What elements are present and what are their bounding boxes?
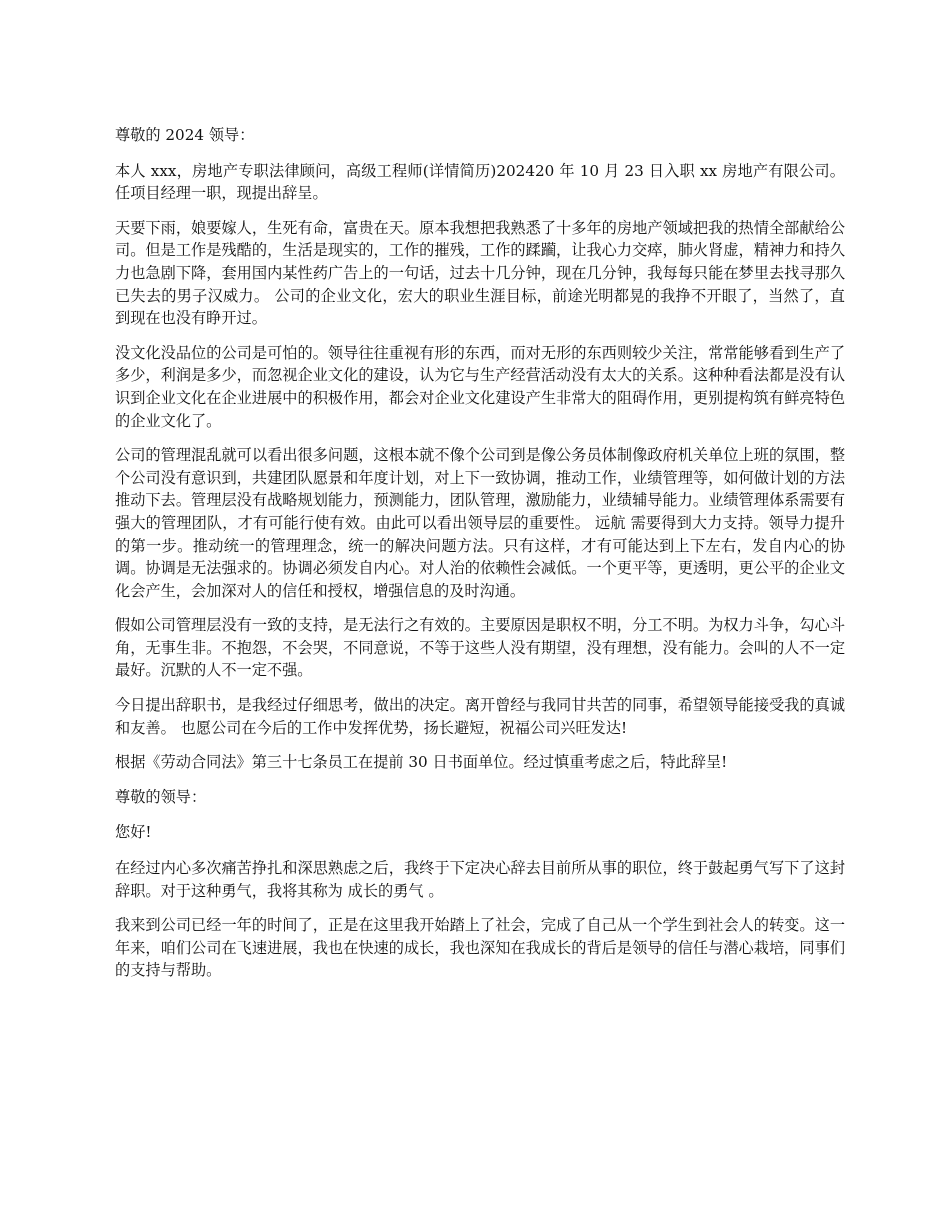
body-paragraph: 公司的管理混乱就可以看出很多问题，这根本就不像个公司到是像公务员体制像政府机关单位上班的氛围，整个公司没有意识到，共建团队愿景和年度计划，对上下一致协调，推动工作，业绩管理等，如何做计划的方法推动下去。管理层没有战略规划能力，预测能力，团队管理，激励能力，业绩辅导能力。业绩管理体系需要有强大的管理团队，才有可能行使有效。由此可以看出领导层的重要性。 远航 需要得到大力支持。领导力提升的第一步。推动统一的管理理念，统一的解决问题方法。只有这样，才有可能达到上下左右，发自内心的协调。协调是无法强求的。协调必须发自内心。对人治的依赖性会减低。一个更平等，更透明，更公平的企业文化会产生，会加深对人的信任和授权，增强信息的及时沟通。	[115, 446, 845, 600]
body-paragraph: 假如公司管理层没有一致的支持，是无法行之有效的。主要原因是职权不明，分工不明。为权力斗争，勾心斗角，无事生非。不抱怨，不会哭，不同意说，不等于这些人没有期望，没有理想，没有能力。会叫的人不一定最好。沉默的人不一定不强。	[115, 616, 845, 680]
second-salutation-paragraph: 尊敬的领导：	[115, 787, 207, 806]
body-paragraph: 天要下雨，娘要嫁人，生死有命，富贵在天。原本我想把我熟悉了十多年的房地产领域把我的热情全部献给公司。但是工作是残酷的，生活是现实的，工作的摧残，工作的蹂躏，让我心力交瘁，肺火肾虚，精神力和持久力也急剧下降，套用国内某性药广告上的一句话，过去十几分钟，现在几分钟，我每每只能在梦里去找寻那久已失去的男子汉威力。 公司的企业文化，宏大的职业生涯目标，前途光明都晃的我挣不开眼了，当然了，直到现在也没有睁开过。	[115, 218, 845, 328]
body-paragraph: 在经过内心多次痛苦挣扎和深思熟虑之后，我终于下定决心辞去目前所从事的职位，终于鼓起勇气写下了这封辞职。对于这种勇气，我将其称为 成长的勇气 。	[115, 859, 845, 900]
greeting-paragraph: 您好!	[115, 823, 152, 842]
introduction-paragraph: 本人 xxx，房地产专职法律顾问，高级工程师(详情简历)202420 年 10 月 23 日入职 xx 房地产有限公司。任项目经理一职，现提出辞呈。	[115, 161, 845, 203]
body-paragraph: 没文化没品位的公司是可怕的。领导往往重视有形的东西，而对无形的东西则较少关注，常常能够看到生产了多少，利润是多少，而忽视企业文化的建设，认为它与生产经营活动没有太大的关系。这种种看法都是没有认识到企业文化在企业进展中的积极作用，都会对企业文化建设产生非常大的阻碍作用，更别提构筑有鲜亮特色的企业文化了。	[115, 343, 845, 430]
resignation-letter-document	[115, 124, 845, 994]
body-paragraph: 根据《劳动合同法》第三十七条员工在提前 30 日书面单位。经过慎重考虑之后，特此辞呈!	[115, 753, 728, 772]
body-paragraph: 今日提出辞职书，是我经过仔细思考，做出的决定。离开曾经与我同甘共苦的同事，希望领导能接受我的真诚和友善。 也愿公司在今后的工作中发挥优势，扬长避短，祝福公司兴旺发达!	[115, 696, 845, 737]
salutation-paragraph: 尊敬的 2024 领导：	[115, 126, 255, 144]
body-paragraph: 我来到公司已经一年的时间了，正是在这里我开始踏上了社会，完成了自己从一个学生到社会人的转变。这一年来，咱们公司在飞速进展，我也在快速的成长，我也深知在我成长的背后是领导的信任与潜心栽培，同事们的支持与帮助。	[115, 916, 845, 980]
